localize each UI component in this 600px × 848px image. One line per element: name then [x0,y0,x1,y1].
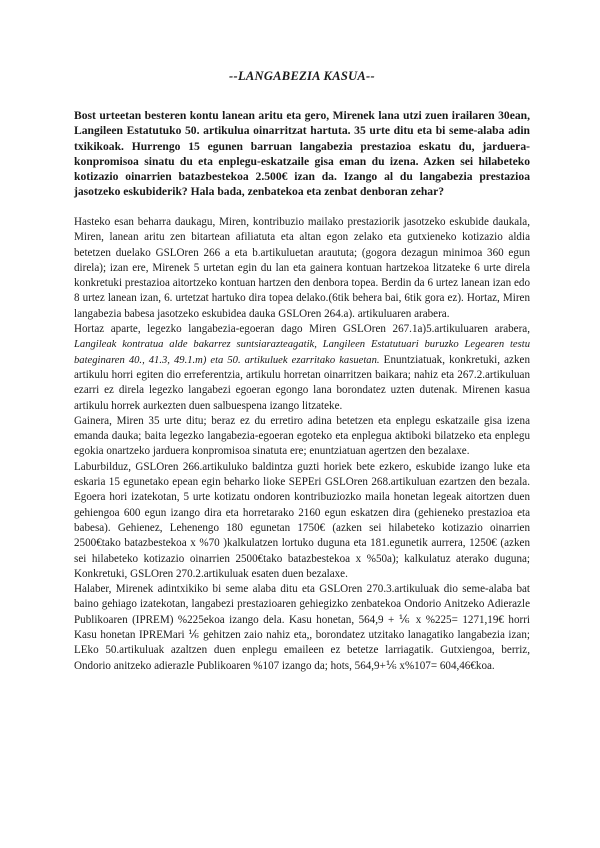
paragraph-2-end: Enuntziatuak, konkretuki, azken artikulu horri egiten dio erreferentzia, artikulu horretan oinarritzen baikara; nahiz eta 267.2.artikuluan ezarri ez direla legezko langabezi egoeran egongo lana borondatez uzten dutenak. Mirenen kasua artikulu horrek aurkezten duen salbuespena izango litzateke. [74,353,531,412]
paragraph-eligibility: Hasteko esan beharra daukagu, Miren, kontribuzio mailako prestaziorik jasotzeko eskubide daukala, Miren, lanean aritu zen bitartean afiliatuta eta altan egon zelako eta gutxieneko kotizazio aldia betetzen duelako GSLOren 266 a eta b.artikuluetan araututa; (gogora dezagun minimoa 360 egun direla); izan ere, Mirenek 5 urtetan egin du lan eta gainera kontuan hartzekoa litzateke 6 urte direla konkretuki prestazioa aitortzeko kontuan hartzen den denbora topea. Berdin da 6 urtez lanean izan edo 8 urtez lanean izan, 6. urtetzat hartuko dira topea delako.(6tik behera bai, 6tik gora ez). Hortaz, Miren langabezia babesa jasotzeko eskubidea dauka GSLOren 264.a). artikuluaren arabera. [74,216,530,320]
paragraph-requirements: Gainera, Miren 35 urte ditu; beraz ez du erretiro adina betetzen eta enplegu eskatzaile gisa izena emanda dauka; baita legezko langabezia-egoeran egoteko eta enplegua aktiboki bilatzeko eta enplegu egokia onartzeko jarduera konpromisoa sinatuta ere; enuntziatuan agertzen den bezalaxe. [74,414,530,458]
paragraph-amounts: Halaber, Mirenek adintxikiko bi seme alaba ditu eta GSLOren 270.3.artikuluak dio seme-alaba bat baino gehiago izatekotan, langabezi prestazioaren gehiegizko zenbatekoa Ondorio Anitzeko Adierazle Publikoaren (IPREM) %225ekoa izango dela. Kasu honetan, 564,9 + ⅙ x %225= 1271,19€ horri Kasu honetan IPREMari ⅙ gehitzen zaio nahiz eta,, borondatez utzitako lanagatiko langabezia izan; LEko 50.artikuluak azaltzen duen enplegu emaileen ez betetze larriagatik. Gutxiengoa, berriz, Ondorio anitzeko adierazle Publikoaren %107 izango da; hots, 564,9+⅙ x%107= 604,46€koa. [74,583,530,672]
document-title: --LANGABEZIA KASUA-- [229,69,375,83]
law-quote: Langileak kontratua alde bakarrez suntsiarazteagatik, Langileen Estatutuari buruzko Legearen testu bateginaren 40., 41.3, 49.1.m) eta 50. artikuluek ezarritako kasuetan. [74,339,530,366]
case-question: Bost urteetan besteren kontu lanean aritu eta gero, Mirenek lana utzi zuen irailaren 30ean, Langileen Estatutuko 50. artikulua oinarritzat hartuta. 35 urte ditu eta bi seme-alaba adin txikikoak. Hurrengo 15 egunen barruan langabezia prestazioa eskatu du, jarduera-konpromisoa sinatu du eta enplegu-eskatzaile gisa eman du izena. Azken sei hilabeteko kotizazio oinarrien batazbestekoa 2.500€ izan da. Izango al du langabezia prestazioa jasotzeko eskubiderik? Hala bada, zenbatekoa eta zenbat denboran zehar? [74,109,530,199]
document-body [74,215,530,674]
paragraph-unemployment-situation [74,322,530,414]
paragraph-2-start: Hortaz aparte, legezko langabezia-egoeran dago Miren GSLOren 267.1a)5.artikuluaren arabera, [74,323,530,336]
paragraph-summary: Laburbilduz, GSLOren 266.artikuluko baldintza guzti horiek bete ezkero, eskubide izango luke eta eskaria 15 egunetako epean egin beharko lioke SEPEri GSLOren 268.artikuluan ezartzen den bezala. Egoera hori izatekotan, 5 urte kotizatu ondoren kontribuziozko maila honetan legeak aitortzen duen gehiengoa 600 egun izango dira eta horretarako 2160 egun eskatzen dira (gehieneko prestazioa eta babesa). Gehienez, Lehenengo 180 egunetan 1750€ (azken sei hilabeteko kotizazio oinarrien 2500€tako batazbestekoa x %70 )kalkulatzen lortuko duguna eta 181.egunetik aurrera, 1250€ (azken sei hilabeteko kotizazio oinarrien 2500€tako batazbestekoa x %50a); kalkulatuz aterako duguna; Konkretuki, GSLOren 270.2.artikuluak esaten duen bezalaxe. [74,460,530,580]
